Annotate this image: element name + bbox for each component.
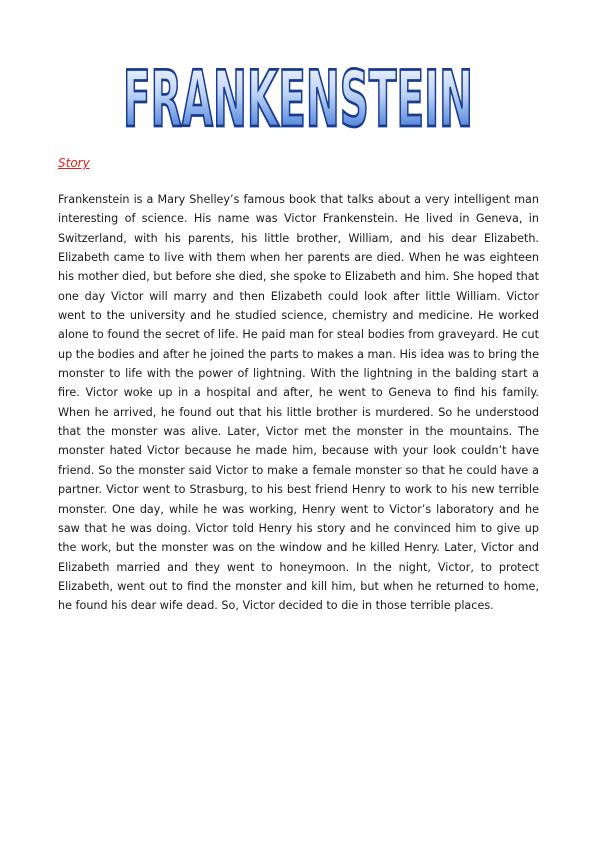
wordart-title-graphic (0, 54, 596, 134)
body-paragraph: Frankenstein is a Mary Shelley’s famous book that talks about a very intelligent man interesting of science. His name was Victor Frankenstein. He lived in Geneva, in Switzerland, with his parents, his little brother, William, and his dear Elizabeth. Elizabeth came to live with them when her parents are died. When he was eighteen his mother died, but before she died, she spoke to Elizabeth and him. She hoped that one day Victor will marry and then Elizabeth could look after little William. Victor went to the university and he studied science, chemistry and medicine. He worked alone to found the secret of life. He paid man for steal bodies from graveyard. He cut up the bodies and after he joined the parts to makes a man. His idea was to bring the monster to life with the power of lightning. With the lightning in the balding start a fire. Victor woke up in a hospital and after, he went to Geneva to find his family. When he arrived, he found out that his little brother is murdered. So he understood that the monster was alive. Later, Victor met the monster in the mountains. The monster hated Victor because he made him, because with your look couldn’t have friend. So the monster said Victor to make a female monster so that he could have a partner. Victor went to Strasburg, to his best friend Henry to work to his new terrible monster. One day, while he was working, Henry went to Victor’s laboratory and he saw that he was doing. Victor told Henry his story and he convinced him to give up the work, but the monster was on the window and he killed Henry. Later, Victor and Elizabeth married and they went to honeymoon. In the night, Victor, to protect Elizabeth, went out to find the monster and kill him, but when he returned to home, he found his dear wife dead. So, Victor decided to die in those terrible places. (58, 193, 539, 613)
wordart-title (0, 54, 596, 134)
section-heading: Story (58, 156, 90, 170)
document-title: FRANKENSTEIN (122, 54, 474, 134)
